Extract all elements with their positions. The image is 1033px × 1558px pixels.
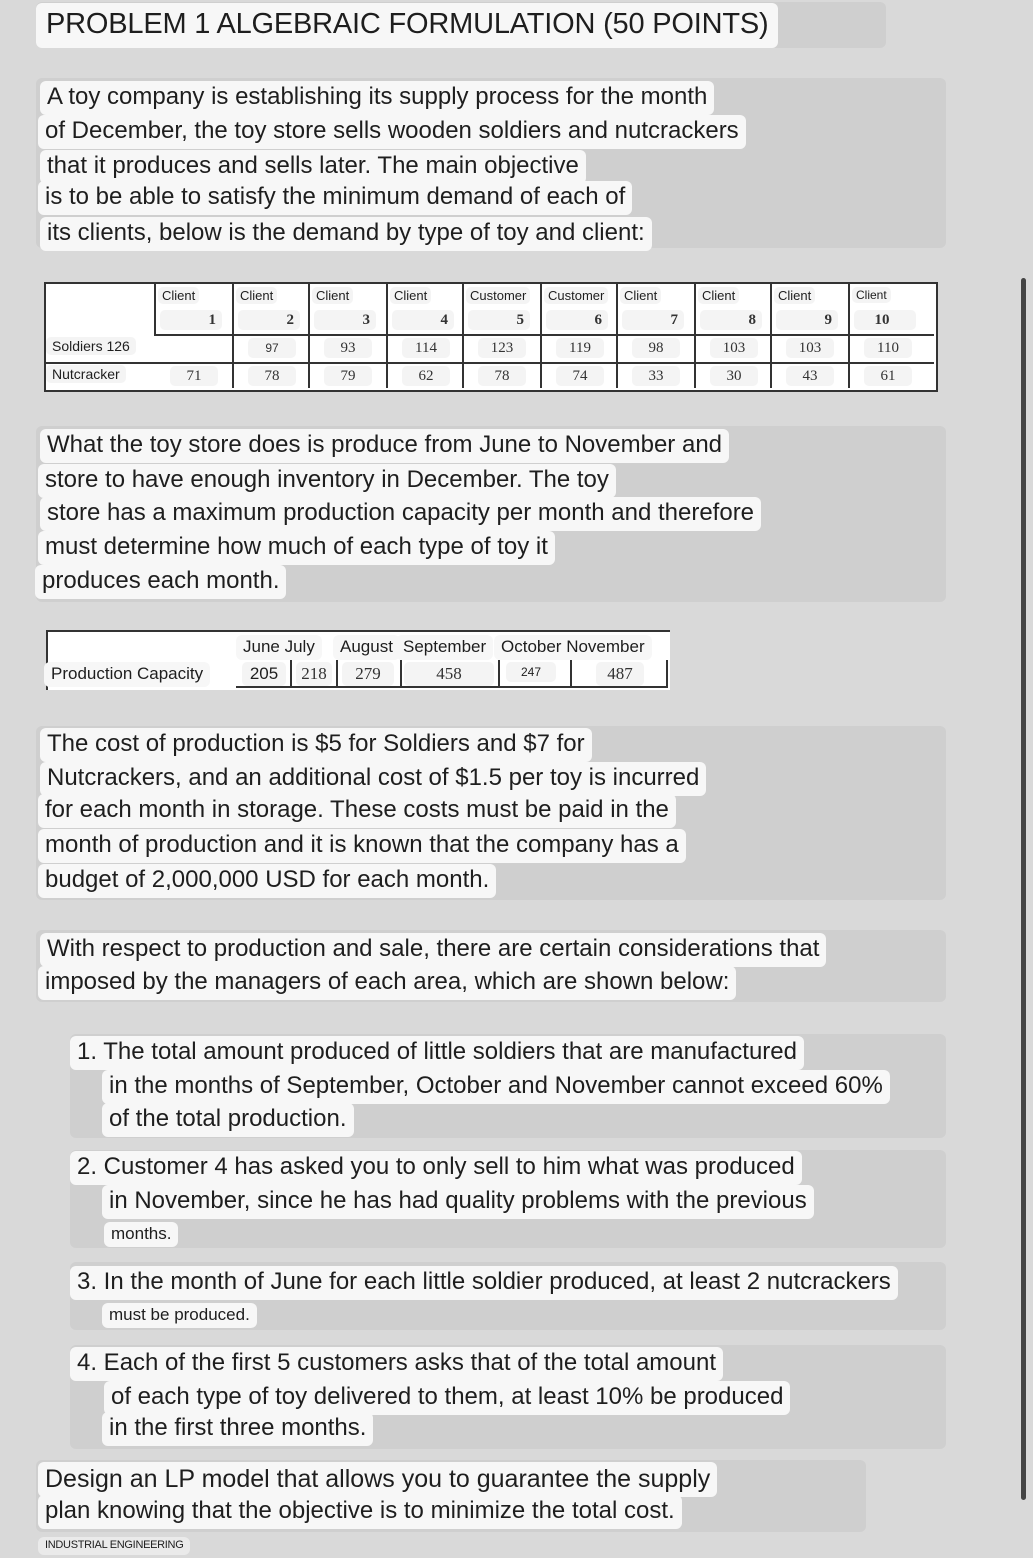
- considerations-line: With respect to production and sale, there are certain considerations that: [40, 933, 826, 967]
- column-header-word: Customer: [466, 287, 530, 304]
- table-cell: 123: [478, 338, 526, 358]
- column-header-word: Client: [774, 287, 815, 304]
- item-line: in November, since he has had quality problems with the previous: [102, 1185, 814, 1219]
- page-title: PROBLEM 1 ALGEBRAIC FORMULATION (50 POINTS): [36, 3, 778, 48]
- table-cell: 61: [864, 366, 912, 386]
- column-header-number: 10: [854, 310, 916, 330]
- item-line: months.: [104, 1222, 178, 1247]
- item-line: of each type of toy delivered to them, at least 10% be produced: [104, 1381, 790, 1415]
- production-line: store has a maximum production capacity per month and therefore: [40, 497, 761, 531]
- intro-line: that it produces and sells later. The main objective: [40, 150, 586, 184]
- column-header-word: Client: [852, 287, 891, 303]
- table-cell: 110: [864, 338, 912, 358]
- production-line: produces each month.: [35, 565, 286, 599]
- row-label: Soldiers 126: [46, 337, 136, 355]
- production-line: What the toy store does is produce from June to November and: [40, 429, 729, 463]
- cost-line: Nutcrackers, and an additional cost of $1.5 per toy is incurred: [40, 762, 706, 796]
- item-line: of the total production.: [102, 1103, 354, 1137]
- item-line: in the months of September, October and November cannot exceed 60%: [102, 1070, 890, 1104]
- column-header-number: 9: [776, 310, 838, 330]
- table-divider: [694, 284, 696, 388]
- column-header-word: Client: [620, 287, 661, 304]
- production-line: store to have enough inventory in December. The toy: [38, 464, 616, 498]
- column-header-number: 6: [546, 310, 608, 330]
- item-line: 1. The total amount produced of little soldiers that are manufactured: [70, 1036, 804, 1070]
- column-header-word: Client: [236, 287, 277, 304]
- row-label: Nutcracker: [46, 365, 126, 383]
- table-cell: 103: [786, 338, 834, 358]
- item-line: 4. Each of the first 5 customers asks that of the total amount: [70, 1347, 723, 1381]
- table-cell: 97: [248, 338, 296, 358]
- table-cell: 62: [402, 366, 450, 386]
- table-cell: 114: [402, 338, 450, 358]
- intro-line: of December, the toy store sells wooden soldiers and nutcrackers: [38, 115, 746, 149]
- closing-line: Design an LP model that allows you to guarantee the supply: [38, 1462, 717, 1497]
- table-divider: [308, 284, 310, 388]
- table-divider: [44, 362, 934, 364]
- column-header-number: 2: [238, 310, 300, 330]
- table-cell: 98: [632, 338, 680, 358]
- table-cell: 43: [786, 366, 834, 386]
- table-divider: [770, 284, 772, 388]
- table-divider: [232, 284, 234, 388]
- table-cell: 33: [632, 366, 680, 386]
- capacity-month: October November: [494, 635, 652, 660]
- capacity-value: 218: [296, 662, 332, 686]
- column-header-word: Customer: [544, 287, 608, 304]
- intro-line: is to be able to satisfy the minimum demand of each of: [38, 181, 632, 215]
- capacity-value: 247: [506, 662, 556, 682]
- table-divider: [154, 284, 156, 334]
- considerations-line: imposed by the managers of each area, which are shown below:: [38, 966, 736, 1000]
- table-cell: 74: [556, 366, 604, 386]
- column-header-number: 1: [160, 310, 222, 330]
- scrollbar[interactable]: [1021, 278, 1026, 1500]
- closing-line: plan knowing that the objective is to minimize the total cost.: [38, 1495, 682, 1529]
- capacity-value: 205: [242, 662, 286, 686]
- column-header-word: Client: [312, 287, 353, 304]
- cost-line: The cost of production is $5 for Soldiers and $7 for: [40, 728, 592, 762]
- item-line: 2. Customer 4 has asked you to only sell to him what was produced: [70, 1151, 802, 1185]
- item-line: must be produced.: [102, 1303, 257, 1328]
- table-cell: 78: [248, 366, 296, 386]
- table-cell: 119: [556, 338, 604, 358]
- table-divider: [462, 284, 464, 388]
- table-cell: 78: [478, 366, 526, 386]
- table-divider: [154, 334, 934, 336]
- table-cell: 71: [170, 366, 218, 386]
- table-divider: [540, 284, 542, 388]
- capacity-month: August: [333, 635, 400, 660]
- column-header-word: Client: [390, 287, 431, 304]
- column-header-word: Client: [698, 287, 739, 304]
- capacity-value: 279: [342, 662, 394, 686]
- table-cell: 30: [710, 366, 758, 386]
- table-divider: [848, 284, 850, 388]
- item-line: 3. In the month of June for each little soldier produced, at least 2 nutcrackers: [70, 1266, 898, 1300]
- cost-line: month of production and it is known that the company has a: [38, 829, 686, 863]
- item-line: in the first three months.: [102, 1412, 373, 1446]
- cost-line: budget of 2,000,000 USD for each month.: [38, 864, 496, 898]
- column-header-number: 3: [314, 310, 376, 330]
- capacity-value: 487: [596, 662, 644, 686]
- table-cell: 103: [710, 338, 758, 358]
- capacity-month: June July: [236, 635, 322, 660]
- capacity-month: September: [396, 635, 493, 660]
- intro-line: A toy company is establishing its supply process for the month: [40, 81, 714, 115]
- footer-label: INDUSTRIAL ENGINEERING: [38, 1537, 190, 1555]
- column-header-word: Client: [158, 287, 199, 304]
- production-line: must determine how much of each type of toy it: [38, 531, 555, 565]
- column-header-number: 8: [700, 310, 762, 330]
- column-header-number: 7: [622, 310, 684, 330]
- table-divider: [616, 284, 618, 388]
- capacity-label: Production Capacity: [44, 662, 210, 687]
- table-cell: 93: [324, 338, 372, 358]
- cost-line: for each month in storage. These costs must be paid in the: [38, 794, 676, 828]
- column-header-number: 4: [392, 310, 454, 330]
- column-header-number: 5: [468, 310, 530, 330]
- intro-line: its clients, below is the demand by type of toy and client:: [40, 217, 652, 251]
- table-divider: [386, 284, 388, 388]
- table-cell: 79: [324, 366, 372, 386]
- capacity-value: 458: [404, 662, 494, 686]
